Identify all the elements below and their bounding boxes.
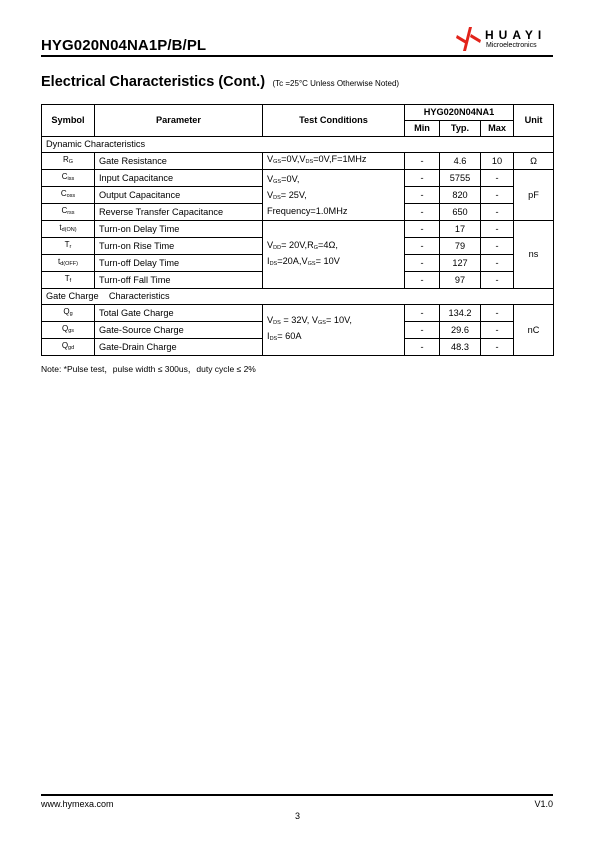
typ-cell: 97	[440, 272, 481, 289]
typ-cell: 79	[440, 238, 481, 255]
parameter-cell: Input Capacitance	[95, 170, 263, 187]
min-cell: -	[405, 221, 440, 238]
section-heading	[41, 73, 399, 91]
min-cell: -	[405, 322, 440, 339]
typ-cell: 820	[440, 187, 481, 204]
unit-cell: Ω	[514, 153, 554, 170]
page-number: 3	[294, 811, 300, 821]
max-cell: -	[481, 322, 514, 339]
part-number-title: HYG020N04NA1P/B/PL	[41, 37, 207, 54]
gate-charge-unit-cell: nC	[514, 305, 554, 356]
col-header-max: Max	[481, 121, 514, 137]
symbol-cell: Qg	[42, 305, 95, 322]
symbol-cell: Tf	[42, 272, 95, 289]
typ-cell: 4.6	[440, 153, 481, 170]
max-cell: -	[481, 339, 514, 356]
parameter-cell: Gate-Source Charge	[95, 322, 263, 339]
footer-version: V1.0	[534, 799, 553, 809]
max-cell: -	[481, 170, 514, 187]
footer-website: www.hymexa.com	[41, 799, 114, 809]
logo-mark-icon	[455, 26, 483, 52]
parameter-cell: Total Gate Charge	[95, 305, 263, 322]
typ-cell: 127	[440, 255, 481, 272]
symbol-cell: RG	[42, 153, 95, 170]
symbol-cell: Qgs	[42, 322, 95, 339]
table-row	[42, 221, 554, 238]
table-header-row	[42, 105, 554, 121]
max-cell: -	[481, 238, 514, 255]
min-cell: -	[405, 272, 440, 289]
typ-cell: 48.3	[440, 339, 481, 356]
col-header-unit: Unit	[514, 105, 554, 137]
symbol-cell: Tr	[42, 238, 95, 255]
col-header-device: HYG020N04NA1	[405, 105, 514, 121]
max-cell: -	[481, 204, 514, 221]
section-title: Electrical Characteristics (Cont.)	[41, 74, 266, 90]
section-row-gate-charge	[42, 289, 554, 305]
electrical-characteristics-table	[41, 104, 554, 356]
switching-condition-cell: VDD= 20V,RG=4Ω, IDS=20A,VGS= 10V	[263, 221, 405, 289]
col-header-conditions: Test Conditions	[263, 105, 405, 137]
parameter-cell: Turn-on Rise Time	[95, 238, 263, 255]
min-cell: -	[405, 305, 440, 322]
col-header-symbol: Symbol	[42, 105, 95, 137]
symbol-cell: Crss	[42, 204, 95, 221]
max-cell: 10	[481, 153, 514, 170]
typ-cell: 29.6	[440, 322, 481, 339]
symbol-cell: td(OFF)	[42, 255, 95, 272]
logo-brand-text: HUAYI	[485, 28, 547, 42]
header-rule	[41, 55, 553, 57]
parameter-cell: Gate-Drain Charge	[95, 339, 263, 356]
capacitance-unit-cell: pF	[514, 170, 554, 221]
symbol-cell: Coss	[42, 187, 95, 204]
max-cell: -	[481, 255, 514, 272]
min-cell: -	[405, 339, 440, 356]
parameter-cell: Turn-off Fall Time	[95, 272, 263, 289]
gate-charge-condition-cell: VDS = 32V, VGS= 10V, IDS= 60A	[263, 305, 405, 356]
section-conditions-note: (Tc =25°C Unless Otherwise Noted)	[272, 79, 400, 88]
section-label-dynamic: Dynamic Characteristics	[42, 137, 554, 153]
parameter-cell: Reverse Transfer Capacitance	[95, 204, 263, 221]
condition-cell: VGS=0V,VDS=0V,F=1MHz	[263, 153, 405, 170]
typ-cell: 650	[440, 204, 481, 221]
pulse-test-note: Note: *Pulse test，pulse width ≤ 300us，duty cycle ≤ 2%	[41, 364, 256, 374]
col-header-min: Min	[405, 121, 440, 137]
parameter-cell: Gate Resistance	[95, 153, 263, 170]
capacitance-condition-cell: VGS=0V, VDS= 25V, Frequency=1.0MHz	[263, 170, 405, 221]
parameter-cell: Turn-on Delay Time	[95, 221, 263, 238]
symbol-cell: td(ON)	[42, 221, 95, 238]
min-cell: -	[405, 204, 440, 221]
footer-rule	[41, 794, 553, 796]
min-cell: -	[405, 187, 440, 204]
min-cell: -	[405, 170, 440, 187]
table-row	[42, 153, 554, 170]
table-row	[42, 305, 554, 322]
max-cell: -	[481, 221, 514, 238]
max-cell: -	[481, 305, 514, 322]
typ-cell: 17	[440, 221, 481, 238]
col-header-parameter: Parameter	[95, 105, 263, 137]
table-row	[42, 170, 554, 187]
logo-sub-text: Microelectronics	[486, 42, 537, 49]
company-logo	[455, 26, 555, 54]
typ-cell: 5755	[440, 170, 481, 187]
parameter-cell: Output Capacitance	[95, 187, 263, 204]
max-cell: -	[481, 272, 514, 289]
section-label-gate-charge: Gate Charge Characteristics	[42, 289, 554, 305]
symbol-cell: Ciss	[42, 170, 95, 187]
max-cell: -	[481, 187, 514, 204]
section-row-dynamic	[42, 137, 554, 153]
col-header-typ: Typ.	[440, 121, 481, 137]
parameter-cell: Turn-off Delay Time	[95, 255, 263, 272]
min-cell: -	[405, 238, 440, 255]
switching-unit-cell: ns	[514, 221, 554, 289]
min-cell: -	[405, 153, 440, 170]
symbol-cell: Qgd	[42, 339, 95, 356]
min-cell: -	[405, 255, 440, 272]
typ-cell: 134.2	[440, 305, 481, 322]
